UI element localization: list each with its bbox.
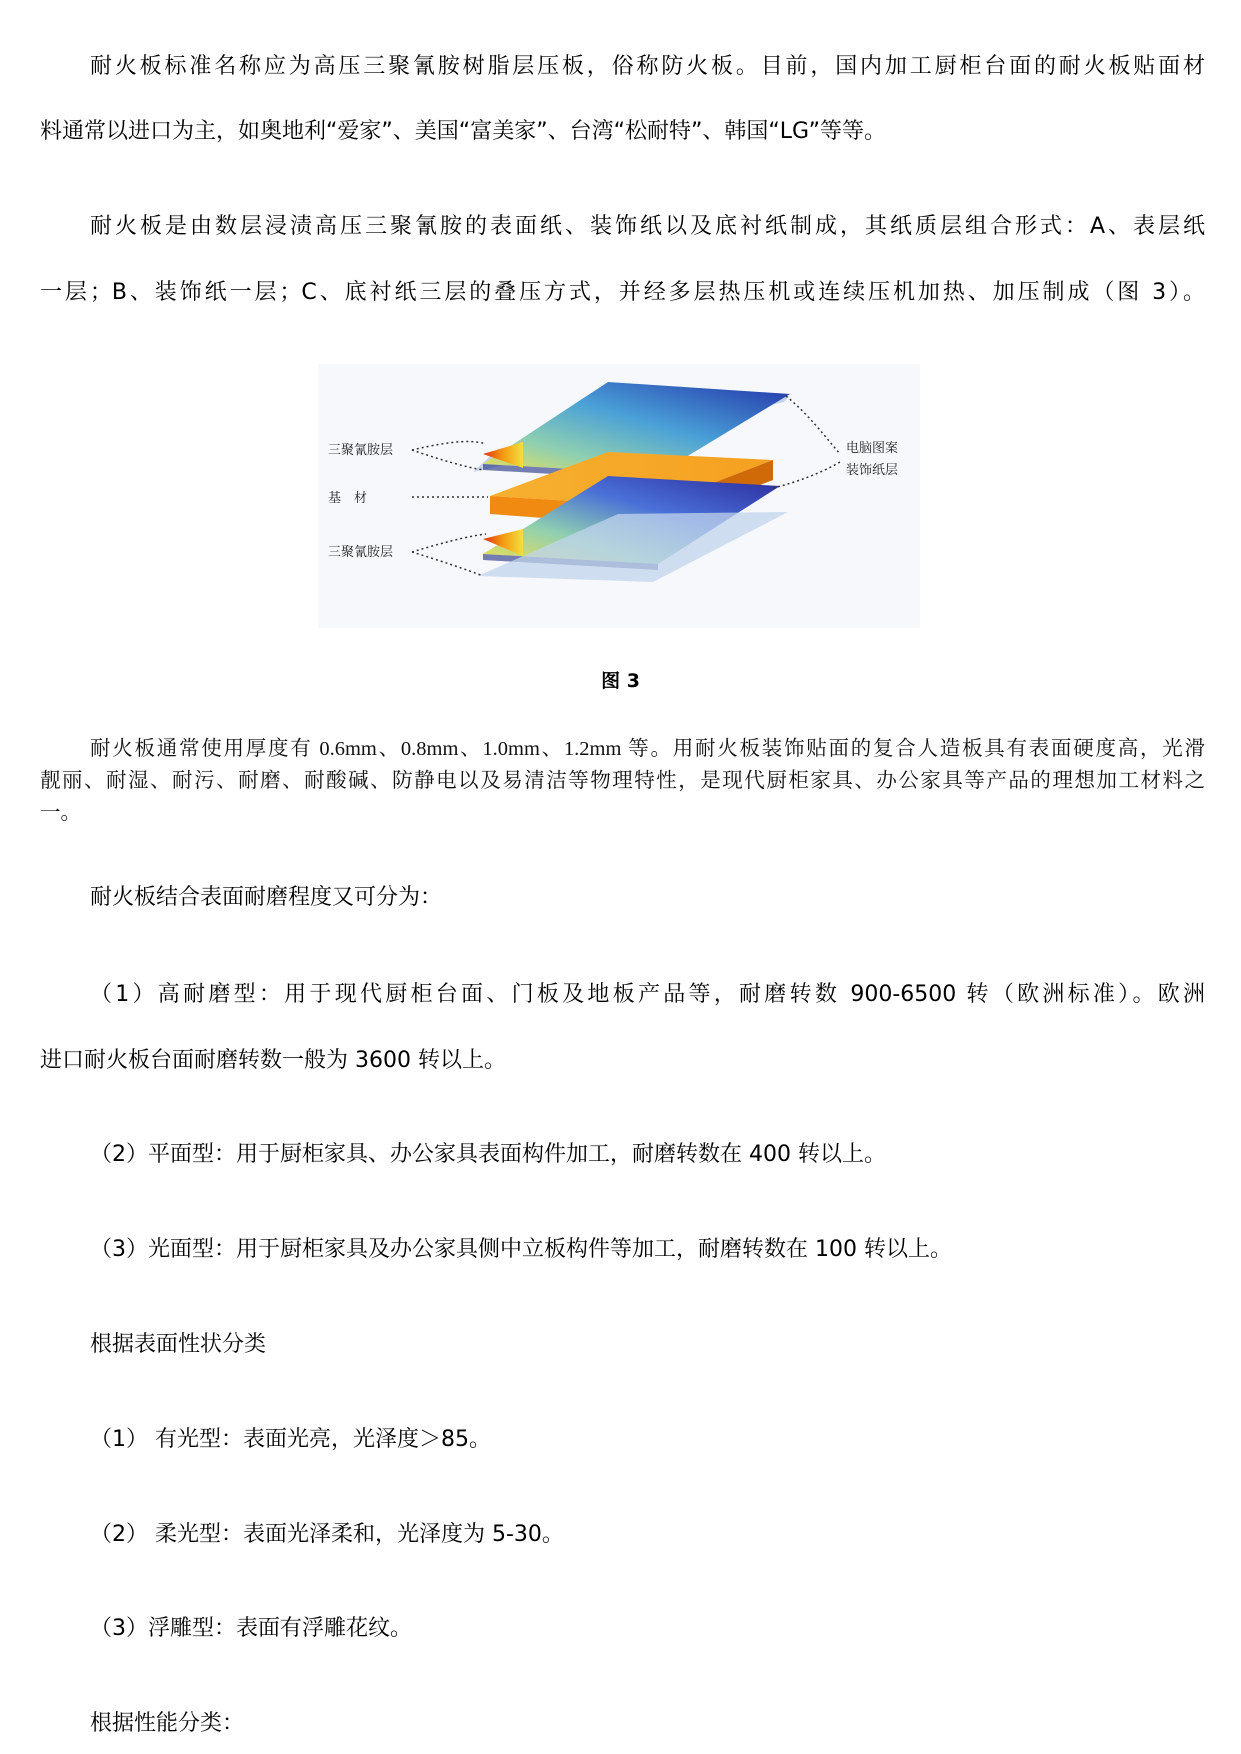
- paragraph-line: 耐火板标准名称应为高压三聚氰胺树脂层压板，俗称防火板。目前，国内加工厨柜台面的耐火板贴面材: [90, 54, 1205, 79]
- paragraph-line: 耐火板是由数层浸渍高压三聚氰胺的表面纸、装饰纸以及底衬纸制成，其纸质层组合形式：A、表层纸: [90, 214, 1205, 239]
- paragraph-line: （2） 柔光型：表面光泽柔和，光泽度为 5-30。: [90, 1522, 564, 1547]
- label-decor-paper: 装饰纸层: [846, 463, 899, 478]
- label-melamine-top: 三聚氰胺层: [328, 443, 394, 458]
- label-printed-pattern: 电脑图案: [846, 441, 899, 456]
- paragraph-line: （1） 有光型：表面光亮，光泽度＞85。: [90, 1427, 491, 1452]
- paragraph-line: （2）平面型：用于厨柜家具、办公家具表面构件加工，耐磨转数在 400 转以上。: [90, 1142, 886, 1167]
- paragraph-line: 一层；B、装饰纸一层；C、底衬纸三层的叠压方式，并经多层热压机或连续压机加热、加压制成（图 3）。: [40, 280, 1205, 305]
- paragraph-line: （3）光面型：用于厨柜家具及办公家具侧中立板构件等加工，耐磨转数在 100 转以上。: [90, 1237, 952, 1262]
- paragraph-line: 耐火板通常使用厚度有 0.6mm、0.8mm、1.0mm、1.2mm 等。用耐火板装饰贴面的复合人造板具有表面硬度高，光滑: [90, 738, 1205, 760]
- paragraph-line: 一。: [40, 802, 81, 824]
- section-heading: 根据表面性状分类: [90, 1332, 267, 1357]
- label-substrate: 基 材: [328, 491, 368, 506]
- paragraph-line: 靓丽、耐湿、耐污、耐磨、耐酸碱、防静电以及易清洁等物理特性，是现代厨柜家具、办公家具等产品的理想加工材料之: [40, 770, 1205, 792]
- paragraph-line: 进口耐火板台面耐磨转数一般为 3600 转以上。: [40, 1048, 506, 1073]
- paragraph-line: 耐火板结合表面耐磨程度又可分为：: [90, 885, 443, 910]
- paragraph-line: （1）高耐磨型：用于现代厨柜台面、门板及地板产品等，耐磨转数 900-6500 转（欧洲标准）。欧洲: [90, 982, 1205, 1007]
- paragraph-line: （3）浮雕型：表面有浮雕花纹。: [90, 1616, 412, 1641]
- label-melamine-bottom: 三聚氰胺层: [328, 545, 394, 560]
- figure-caption: 图 3: [601, 670, 640, 692]
- laminate-layer-figure: [318, 364, 920, 628]
- laminate-diagram: [318, 364, 920, 628]
- paragraph-line: 料通常以进口为主，如奥地利“爱家”、美国“富美家”、台湾“松耐特”、韩国“LG”等等。: [40, 119, 887, 144]
- section-heading: 根据性能分类：: [90, 1711, 245, 1736]
